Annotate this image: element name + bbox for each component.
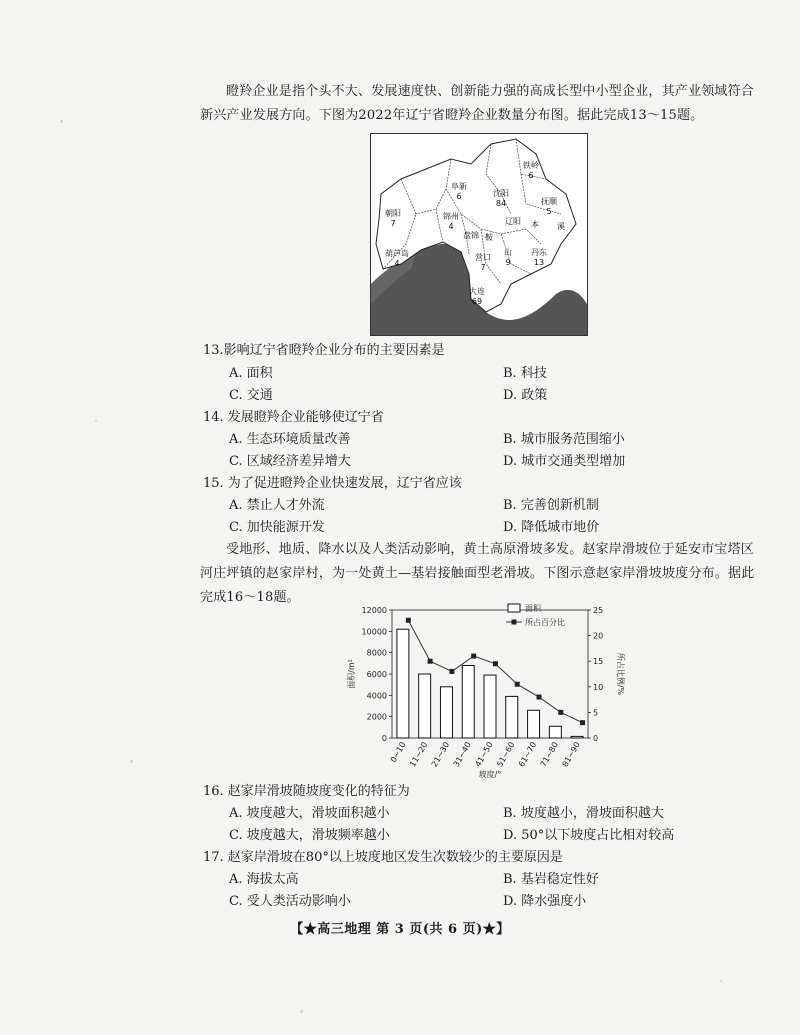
map-city-name: 沈阳 bbox=[493, 189, 509, 198]
x-axis-label: 坡度/° bbox=[478, 770, 502, 779]
y2-axis-label: 所占比例/% bbox=[616, 652, 625, 696]
q17-option-d[interactable]: D. 降水强度小 bbox=[503, 894, 587, 909]
percent-marker-21~30 bbox=[449, 669, 454, 674]
bar-71~80 bbox=[549, 726, 561, 738]
map-city-name: 铁岭 bbox=[523, 161, 539, 170]
map-city-count: 7 bbox=[480, 263, 486, 272]
map-city-count: 6 bbox=[528, 171, 534, 180]
bar-21~30 bbox=[440, 687, 452, 738]
scan-speck bbox=[95, 420, 97, 422]
q13-option-d[interactable]: D. 政策 bbox=[503, 388, 548, 403]
y2-tick-label: 25 bbox=[593, 606, 604, 615]
y-tick-label: 4000 bbox=[366, 691, 387, 701]
map-city-name: 溪 bbox=[557, 222, 565, 231]
x-tick-label: 41~50 bbox=[473, 740, 495, 769]
map-city-name: 锦州 bbox=[443, 212, 459, 221]
intro-paragraph-1: 瞪羚企业是指个头不大、发展速度快、创新能力强的高成长型中小型企业，其产业领域符合新兴产业发展方向。下图为2022年辽宁省瞪羚企业数量分布图。据此完成13～15题。 bbox=[200, 84, 755, 123]
y-axis-label: 面积/m² bbox=[347, 659, 356, 689]
map-city-name: 山 bbox=[504, 248, 512, 257]
x-tick-label: 11~20 bbox=[408, 740, 430, 769]
legend-line-marker bbox=[512, 620, 517, 625]
y-tick-label: 2000 bbox=[366, 712, 387, 722]
q14-option-b[interactable]: B. 城市服务范围缩小 bbox=[503, 432, 625, 447]
map-city-name: 盘锦 bbox=[463, 231, 479, 240]
y-tick-label: 8000 bbox=[366, 648, 387, 658]
percent-marker-0~10 bbox=[406, 618, 411, 623]
map-city-name: 丹东 bbox=[531, 248, 547, 257]
question-14-stem: 14. 发展瞪羚企业能够使辽宁省 bbox=[203, 410, 384, 425]
q16-option-b[interactable]: B. 坡度越小，滑坡面积越大 bbox=[503, 806, 664, 821]
q17-option-b[interactable]: B. 基岩稳定性好 bbox=[503, 872, 599, 887]
map-city-name: 本 bbox=[531, 220, 539, 229]
q15-option-d[interactable]: D. 降低城市地价 bbox=[503, 520, 600, 535]
question-15-stem: 15. 为了促进瞪羚企业快速发展，辽宁省应该 bbox=[203, 476, 462, 491]
percent-marker-61~70 bbox=[537, 695, 542, 700]
x-tick-label: 81~90 bbox=[560, 740, 582, 769]
map-city-name: 大连 bbox=[469, 287, 485, 296]
y-tick-label: 10000 bbox=[361, 627, 387, 637]
bar-51~60 bbox=[506, 696, 518, 738]
map-city-count: 9 bbox=[505, 258, 511, 267]
q16-option-d[interactable]: D. 50°以下坡度占比相对较高 bbox=[503, 828, 675, 843]
legend-bar-label: 面积 bbox=[525, 604, 541, 613]
map-svg bbox=[371, 134, 587, 335]
x-tick-label: 61~70 bbox=[516, 740, 539, 769]
map-city-name: 葫芦岛 bbox=[385, 249, 409, 258]
chart-svg bbox=[340, 600, 630, 780]
map-city-name: 朝阳 bbox=[385, 209, 401, 218]
map-city-name: 辽阳 bbox=[505, 217, 521, 226]
q16-option-c[interactable]: C. 坡度越大，滑坡频率越小 bbox=[229, 828, 390, 843]
map-city-name: 营口 bbox=[475, 253, 491, 262]
bar-11~20 bbox=[419, 674, 431, 738]
map-city-count: 13 bbox=[533, 258, 545, 267]
x-tick-label: 0~10 bbox=[388, 740, 408, 765]
y-tick-label: 12000 bbox=[361, 606, 387, 615]
q14-option-c[interactable]: C. 区域经济差异增大 bbox=[229, 454, 351, 469]
q13-option-a[interactable]: A. 面积 bbox=[229, 366, 273, 381]
percent-marker-41~50 bbox=[493, 661, 498, 666]
map-city-name: 抚顺 bbox=[541, 197, 557, 206]
map-city-count: 4 bbox=[448, 222, 454, 231]
intro-paragraph-2: 受地形、地质、降水以及人类活动影响，黄土高原滑坡多发。赵家岸滑坡位于延安市宝塔区河庄坪镇的赵家岸村，为一处黄土—基岩接触面型老滑坡。下图示意赵家岸滑坡坡度分布。据此完成16～18题。 bbox=[200, 542, 755, 605]
percent-marker-31~40 bbox=[471, 654, 476, 659]
y2-tick-label: 15 bbox=[593, 657, 604, 667]
q14-option-a[interactable]: A. 生态环境质量改善 bbox=[229, 432, 351, 447]
y-tick-label: 6000 bbox=[366, 670, 387, 679]
liaoning-map bbox=[370, 133, 588, 336]
map-city-count: 5 bbox=[546, 207, 552, 216]
x-tick-label: 31~40 bbox=[451, 740, 473, 769]
slope-chart bbox=[340, 600, 630, 780]
map-city-name: 阜新 bbox=[451, 182, 467, 191]
map-city-count: 4 bbox=[394, 259, 400, 268]
question-13-stem: 13.影响辽宁省瞪羚企业分布的主要因素是 bbox=[203, 343, 445, 358]
bar-41~50 bbox=[484, 675, 496, 738]
y2-tick-label: 5 bbox=[593, 708, 599, 718]
q15-option-b[interactable]: B. 完善创新机制 bbox=[503, 498, 599, 513]
scan-speck bbox=[130, 760, 133, 763]
scan-speck bbox=[60, 120, 63, 123]
y2-tick-label: 20 bbox=[593, 631, 604, 641]
q13-option-c[interactable]: C. 交通 bbox=[229, 388, 273, 403]
percent-marker-81~90 bbox=[580, 720, 585, 725]
y-tick-label: 0 bbox=[381, 734, 387, 743]
bar-31~40 bbox=[462, 665, 474, 738]
scan-speck bbox=[300, 1010, 303, 1013]
map-city-count: 84 bbox=[495, 199, 507, 208]
q13-option-b[interactable]: B. 科技 bbox=[503, 366, 547, 381]
x-tick-label: 51~60 bbox=[495, 740, 517, 769]
scan-speck bbox=[720, 980, 722, 982]
y2-tick-label: 0 bbox=[593, 734, 599, 743]
bar-61~70 bbox=[528, 710, 540, 738]
question-16-stem: 16. 赵家岸滑坡随坡度变化的特征为 bbox=[203, 784, 410, 799]
q15-option-c[interactable]: C. 加快能源开发 bbox=[229, 520, 325, 535]
percent-marker-11~20 bbox=[428, 659, 433, 664]
percent-marker-51~60 bbox=[515, 682, 520, 687]
bar-81~90 bbox=[571, 736, 583, 738]
bar-0~10 bbox=[397, 629, 409, 738]
q17-option-c[interactable]: C. 受人类活动影响小 bbox=[229, 894, 351, 909]
legend-line-label: 所占百分比 bbox=[525, 618, 565, 627]
percent-marker-71~80 bbox=[558, 710, 563, 715]
map-city-count: 6 bbox=[456, 192, 462, 201]
legend-bar-swatch bbox=[508, 604, 520, 612]
q16-option-a[interactable]: A. 坡度越大，滑坡面积越小 bbox=[229, 806, 390, 821]
x-tick-label: 21~30 bbox=[429, 740, 452, 769]
x-tick-label: 71~80 bbox=[538, 740, 561, 769]
map-city-count: 7 bbox=[390, 219, 396, 228]
question-17-stem: 17. 赵家岸滑坡在80°以上坡度地区发生次数较少的主要原因是 bbox=[203, 850, 563, 865]
q17-option-a[interactable]: A. 海拔太高 bbox=[229, 872, 299, 887]
map-city-count: 69 bbox=[471, 297, 483, 306]
page-footer: 【★高三地理 第 3 页(共 6 页)★】 bbox=[290, 922, 510, 937]
y2-tick-label: 10 bbox=[593, 682, 604, 692]
q15-option-a[interactable]: A. 禁止人才外流 bbox=[229, 498, 325, 513]
map-city-name: 鞍 bbox=[485, 233, 493, 242]
q14-option-d[interactable]: D. 城市交通类型增加 bbox=[503, 454, 626, 469]
